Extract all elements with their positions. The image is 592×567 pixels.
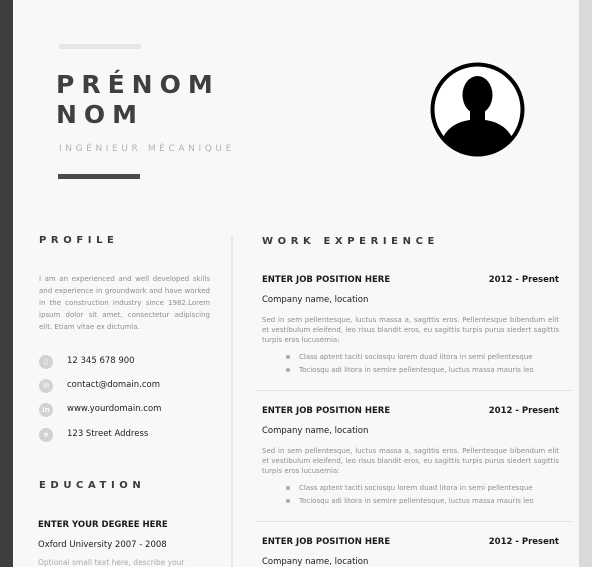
street-address: 123 Street Address bbox=[67, 429, 149, 439]
phone-icon: ▯ bbox=[39, 355, 53, 369]
contact-website bbox=[39, 403, 219, 417]
linkedin-icon: in bbox=[39, 403, 53, 417]
job-position: ENTER JOB POSITION HERE bbox=[262, 537, 391, 547]
website-url[interactable]: www.yourdomain.com bbox=[67, 404, 162, 414]
left-edge-bar bbox=[0, 0, 13, 567]
job-dates: 2012 - Present bbox=[488, 537, 559, 547]
job-company: Company name, location bbox=[262, 426, 369, 436]
header-bottom-rule bbox=[58, 174, 140, 179]
right-edge-bar bbox=[579, 0, 592, 567]
work-experience-heading: WORK EXPERIENCE bbox=[262, 236, 439, 247]
job-bullets bbox=[262, 482, 559, 507]
person-silhouette-icon bbox=[430, 62, 525, 157]
school-name: Oxford University 2007 - 2008 bbox=[38, 540, 167, 550]
list-item: Tociosqu adi litora in semire pellentesque, luctus massa mauris leo bbox=[262, 364, 559, 377]
job-bullets bbox=[262, 351, 559, 376]
job-separator bbox=[256, 521, 572, 522]
job-description: Sed in sem pellentesque, luctus massa a, sagittis eros. Pellentesque bibendum elit et vestibulum eleifend, leo risus blandit eros, eu sagittis turpis purus siedert sagittis turpis eros lucusemia: bbox=[262, 447, 559, 475]
job-position: ENTER JOB POSITION HERE bbox=[262, 275, 391, 285]
profile-text: I am an experienced and well developed skills and experience in groundwork and have worked in the construction industry since 1982.Lorem ipsum dolor sit amet, consectetur adipiscing elit. Etiam vitae ex dictumla. bbox=[39, 275, 210, 331]
email-address[interactable]: contact@domain.com bbox=[67, 380, 160, 390]
job-separator bbox=[256, 390, 572, 391]
job-entry bbox=[262, 275, 559, 380]
job-position: ENTER JOB POSITION HERE bbox=[262, 406, 391, 416]
job-dates: 2012 - Present bbox=[488, 406, 559, 416]
education-small-text: Optional small text here, describe your bbox=[38, 558, 185, 567]
job-title: INGÉNIEUR MÉCANIQUE bbox=[59, 144, 235, 154]
list-item: Tociosqu adi litora in semire pellentesque, luctus massa mauris leo bbox=[262, 495, 559, 508]
job-entry bbox=[262, 406, 559, 511]
list-item: Class aptent taciti sociosqu lorem duad litora in semi pellentesque bbox=[262, 482, 559, 495]
job-company: Company name, location bbox=[262, 295, 369, 305]
resume-page bbox=[13, 0, 579, 567]
contact-email bbox=[39, 379, 219, 393]
profile-heading: PROFILE bbox=[39, 235, 119, 246]
education-heading: EDUCATION bbox=[39, 480, 146, 491]
job-dates: 2012 - Present bbox=[488, 275, 559, 285]
job-entry bbox=[262, 537, 559, 567]
contact-phone bbox=[39, 355, 219, 369]
contact-address bbox=[39, 428, 219, 442]
job-description: Sed in sem pellentesque, luctus massa a, sagittis eros. Pellentesque bibendum elit et vestibulum eleifend, leo risus blandit eros, eu sagittis turpis purus siedert sagittis turpis eros lucusemia: bbox=[262, 316, 559, 344]
column-divider bbox=[231, 236, 233, 567]
first-name: PRÉNOM bbox=[56, 70, 220, 99]
email-icon: ✉ bbox=[39, 379, 53, 393]
degree-title: ENTER YOUR DEGREE HERE bbox=[38, 520, 168, 530]
list-item: Class aptent taciti sociosqu lorem duad litora in semi pellentesque bbox=[262, 351, 559, 364]
last-name: NOM bbox=[56, 100, 145, 129]
job-company: Company name, location bbox=[262, 557, 369, 567]
phone-number: 12 345 678 900 bbox=[67, 356, 135, 366]
location-pin-icon: ⌾ bbox=[39, 428, 53, 442]
header-top-rule bbox=[59, 44, 141, 49]
